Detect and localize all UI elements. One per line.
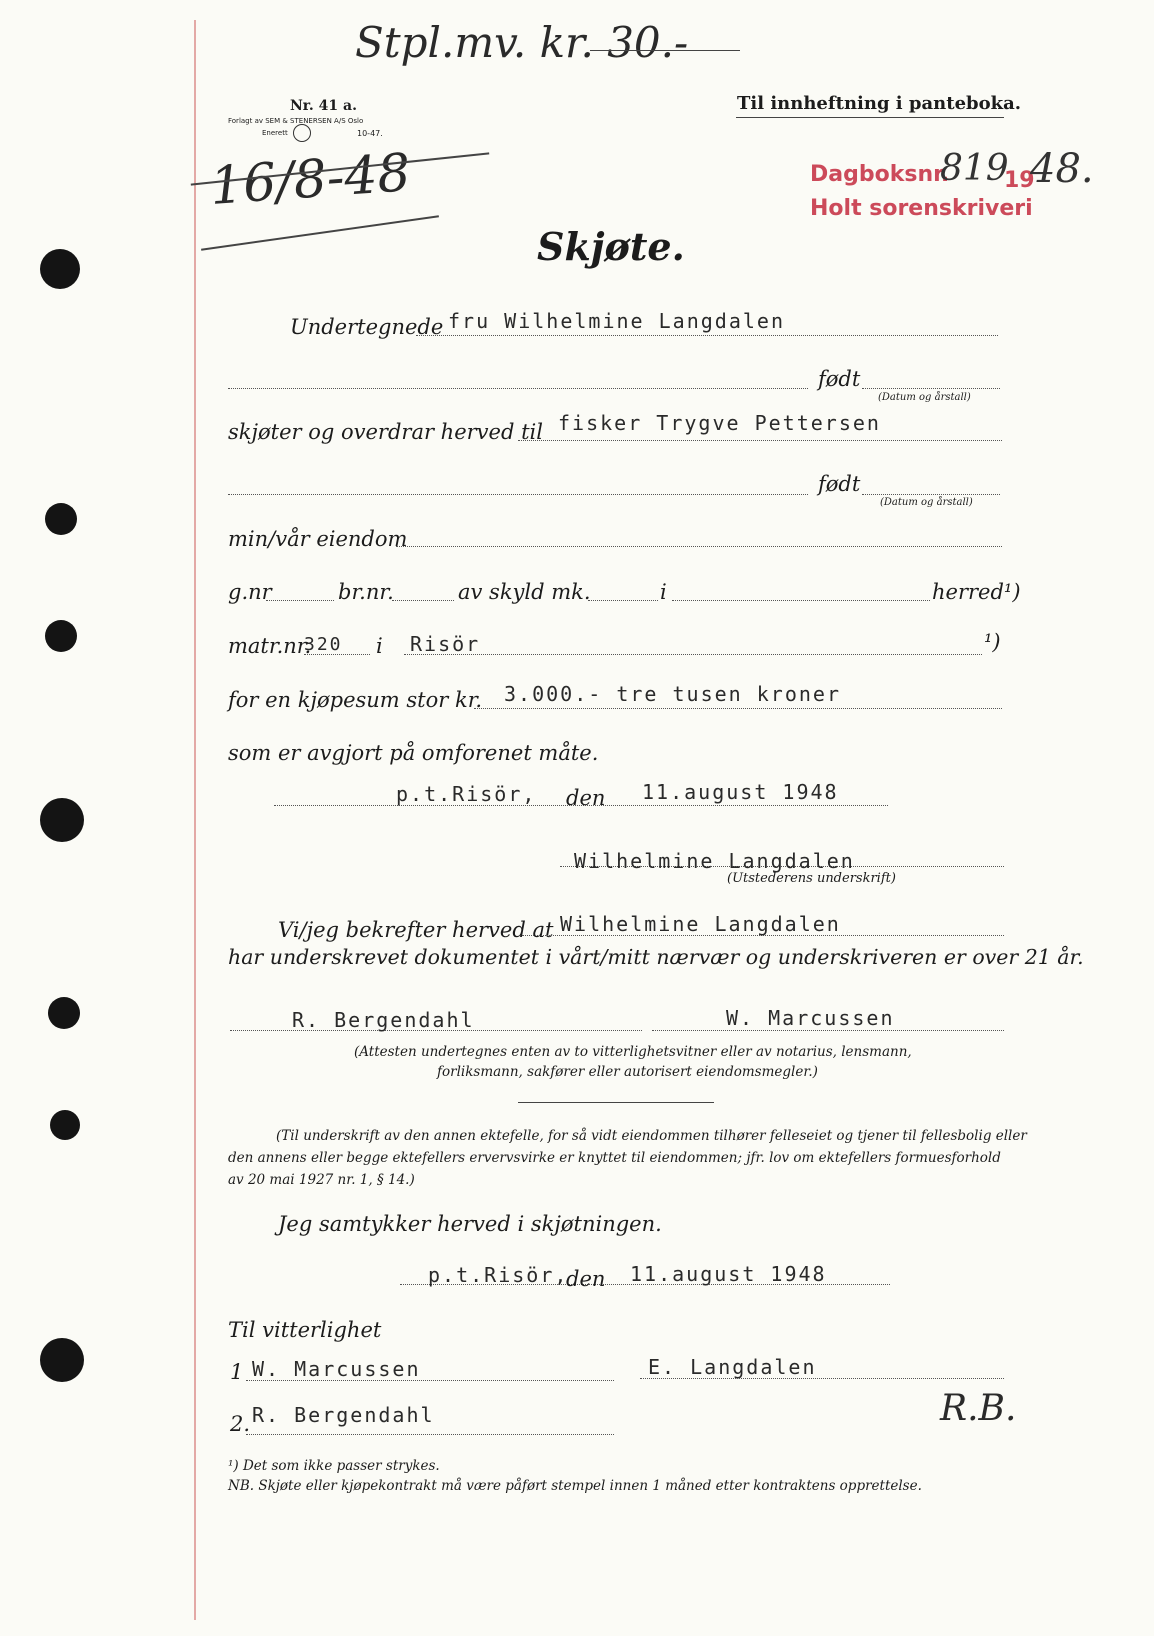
fill-line <box>266 600 334 601</box>
gnr-label: g.nr <box>228 580 272 604</box>
fill-line <box>392 600 454 601</box>
den-2: den <box>566 1267 606 1291</box>
place-2: p.t.Risör, <box>428 1263 569 1287</box>
eiendom-label: min/vår eiendom <box>228 527 408 551</box>
fill-line <box>474 708 1002 709</box>
date-1: 11.august 1948 <box>642 780 839 804</box>
spouse-signature: E. Langdalen <box>648 1355 817 1379</box>
fill-line <box>246 1434 614 1435</box>
top-right-underline <box>736 117 1004 118</box>
punch-hole <box>48 997 80 1029</box>
signature-1-hint: (Utstederens underskrift) <box>727 871 896 886</box>
spouse-note-3: av 20 mai 1927 nr. 1, § 14.) <box>228 1172 415 1188</box>
publisher-enerett: Enerett <box>262 129 288 137</box>
matr-value: 320 <box>304 634 343 655</box>
handwritten-stroke <box>590 50 740 51</box>
fill-line <box>246 1380 614 1381</box>
skjoter-label: skjøter og overdrar herved til <box>228 420 543 444</box>
datum-hint-2: (Datum og årstall) <box>880 497 973 508</box>
handwritten-date: 16/8-48 <box>208 143 413 217</box>
spouse-note-1: (Til underskrift av den annen ektefelle, for så vidt eiendommen tilhører felleseiet og tjener til fellesbolig eller <box>276 1128 1027 1144</box>
fodt-label-2: født <box>818 472 861 496</box>
herred-label: herred¹) <box>932 580 1021 604</box>
handwritten-stamp-duty: Stpl.mv. kr. 30.- <box>355 18 689 67</box>
datum-hint-1: (Datum og årstall) <box>878 392 971 403</box>
punch-hole <box>45 503 77 535</box>
publisher-line: Forlagt av SEM & STENERSEN A/S Oslo <box>228 117 364 125</box>
fill-line <box>862 388 1000 389</box>
vitterlighet-number-2: 2. <box>230 1412 251 1436</box>
handwritten-underline <box>201 215 439 250</box>
punch-hole <box>50 1110 80 1140</box>
initials-signature: R.B. <box>940 1388 1017 1429</box>
fill-line <box>416 335 998 336</box>
witness-1: R. Bergendahl <box>292 1008 475 1032</box>
fill-line <box>396 546 1002 547</box>
bekrefter-label: Vi/jeg bekrefter herved at <box>278 918 554 942</box>
skyld-label: av skyld mk. <box>458 580 591 604</box>
samtykker-text: Jeg samtykker herved i skjøtningen. <box>278 1212 662 1236</box>
attest-line-1: (Attesten undertegnes enten av to vitterlighetsvitner eller av notarius, lensmann, <box>354 1044 912 1060</box>
spouse-note-2: den annens eller begge ektefellers ervervsvirke er knyttet til eiendommen; jfr. lov om ektefellers formuesforhold <box>228 1150 1001 1166</box>
kjopesum-value: 3.000.- tre tusen kroner <box>504 682 841 706</box>
stamp-number: 819 <box>940 148 1009 189</box>
fill-line <box>304 654 370 655</box>
fill-line <box>404 654 982 655</box>
undertegnede-value: fru Wilhelmine Langdalen <box>448 309 785 333</box>
place-1: p.t.Risör, <box>396 782 537 806</box>
fill-line <box>640 1378 1004 1379</box>
stamp-year: 48. <box>1030 146 1094 192</box>
fill-line <box>518 440 1002 441</box>
skjoter-value: fisker Trygve Pettersen <box>558 411 881 435</box>
punch-hole <box>40 1338 84 1382</box>
fodt-label-1: født <box>818 367 861 391</box>
vitterlighet-name-2: R. Bergendahl <box>252 1403 435 1427</box>
punch-hole <box>45 620 77 652</box>
i-label: i <box>660 580 667 604</box>
den-1: den <box>566 786 606 810</box>
red-margin-line <box>194 20 196 1620</box>
stamp-year-prefix: 19 <box>1004 168 1035 193</box>
date-2: 11.august 1948 <box>630 1262 827 1286</box>
vitterlighet-label: Til vitterlighet <box>228 1318 382 1342</box>
kjopesum-label: for en kjøpesum stor kr. <box>228 688 483 712</box>
fill-line <box>228 494 808 495</box>
publisher-date: 10-47. <box>357 129 383 138</box>
matr-i: i <box>376 634 383 658</box>
attest-line-2: forliksmann, sakfører eller autorisert eiendomsmegler.) <box>437 1064 818 1080</box>
fill-line <box>588 600 658 601</box>
fill-line <box>672 600 930 601</box>
punch-hole <box>40 249 80 289</box>
witness-2: W. Marcussen <box>726 1006 895 1030</box>
bekrefter-text: har underskrevet dokumentet i vårt/mitt nærvær og underskriveren er over 21 år. <box>228 945 1084 969</box>
signature-1: Wilhelmine Langdalen <box>574 849 855 873</box>
matr-note: ¹) <box>984 630 1001 654</box>
matr-label: matr.nr. <box>228 634 312 658</box>
divider <box>518 1102 714 1103</box>
stamp-office: Holt sorenskriveri <box>810 196 1033 221</box>
fill-line <box>228 388 808 389</box>
vitterlighet-number-1: 1 <box>230 1360 244 1384</box>
brnr-label: br.nr. <box>338 580 394 604</box>
footnote-1: ¹) Det som ikke passer strykes. <box>228 1458 440 1474</box>
stamp-dagboksnr: Dagboksnr. <box>810 162 950 187</box>
page-title: Skjøte. <box>537 224 685 269</box>
bekrefter-value: Wilhelmine Langdalen <box>560 912 841 936</box>
fill-line <box>862 494 1000 495</box>
matr-place: Risör <box>410 632 481 656</box>
footnote-2: NB. Skjøte eller kjøpekontrakt må være påført stempel innen 1 måned etter kontraktens opprettelse. <box>228 1478 922 1494</box>
punch-hole <box>40 798 84 842</box>
undertegnede-label: Undertegnede <box>290 315 444 339</box>
publisher-logo-icon <box>293 124 311 142</box>
avgjort-text: som er avgjort på omforenet måte. <box>228 741 599 765</box>
top-right-note: Til innheftning i panteboka. <box>737 93 1022 114</box>
form-number: Nr. 41 a. <box>290 98 357 114</box>
fill-line <box>652 1030 1004 1031</box>
vitterlighet-name-1: W. Marcussen <box>252 1357 421 1381</box>
